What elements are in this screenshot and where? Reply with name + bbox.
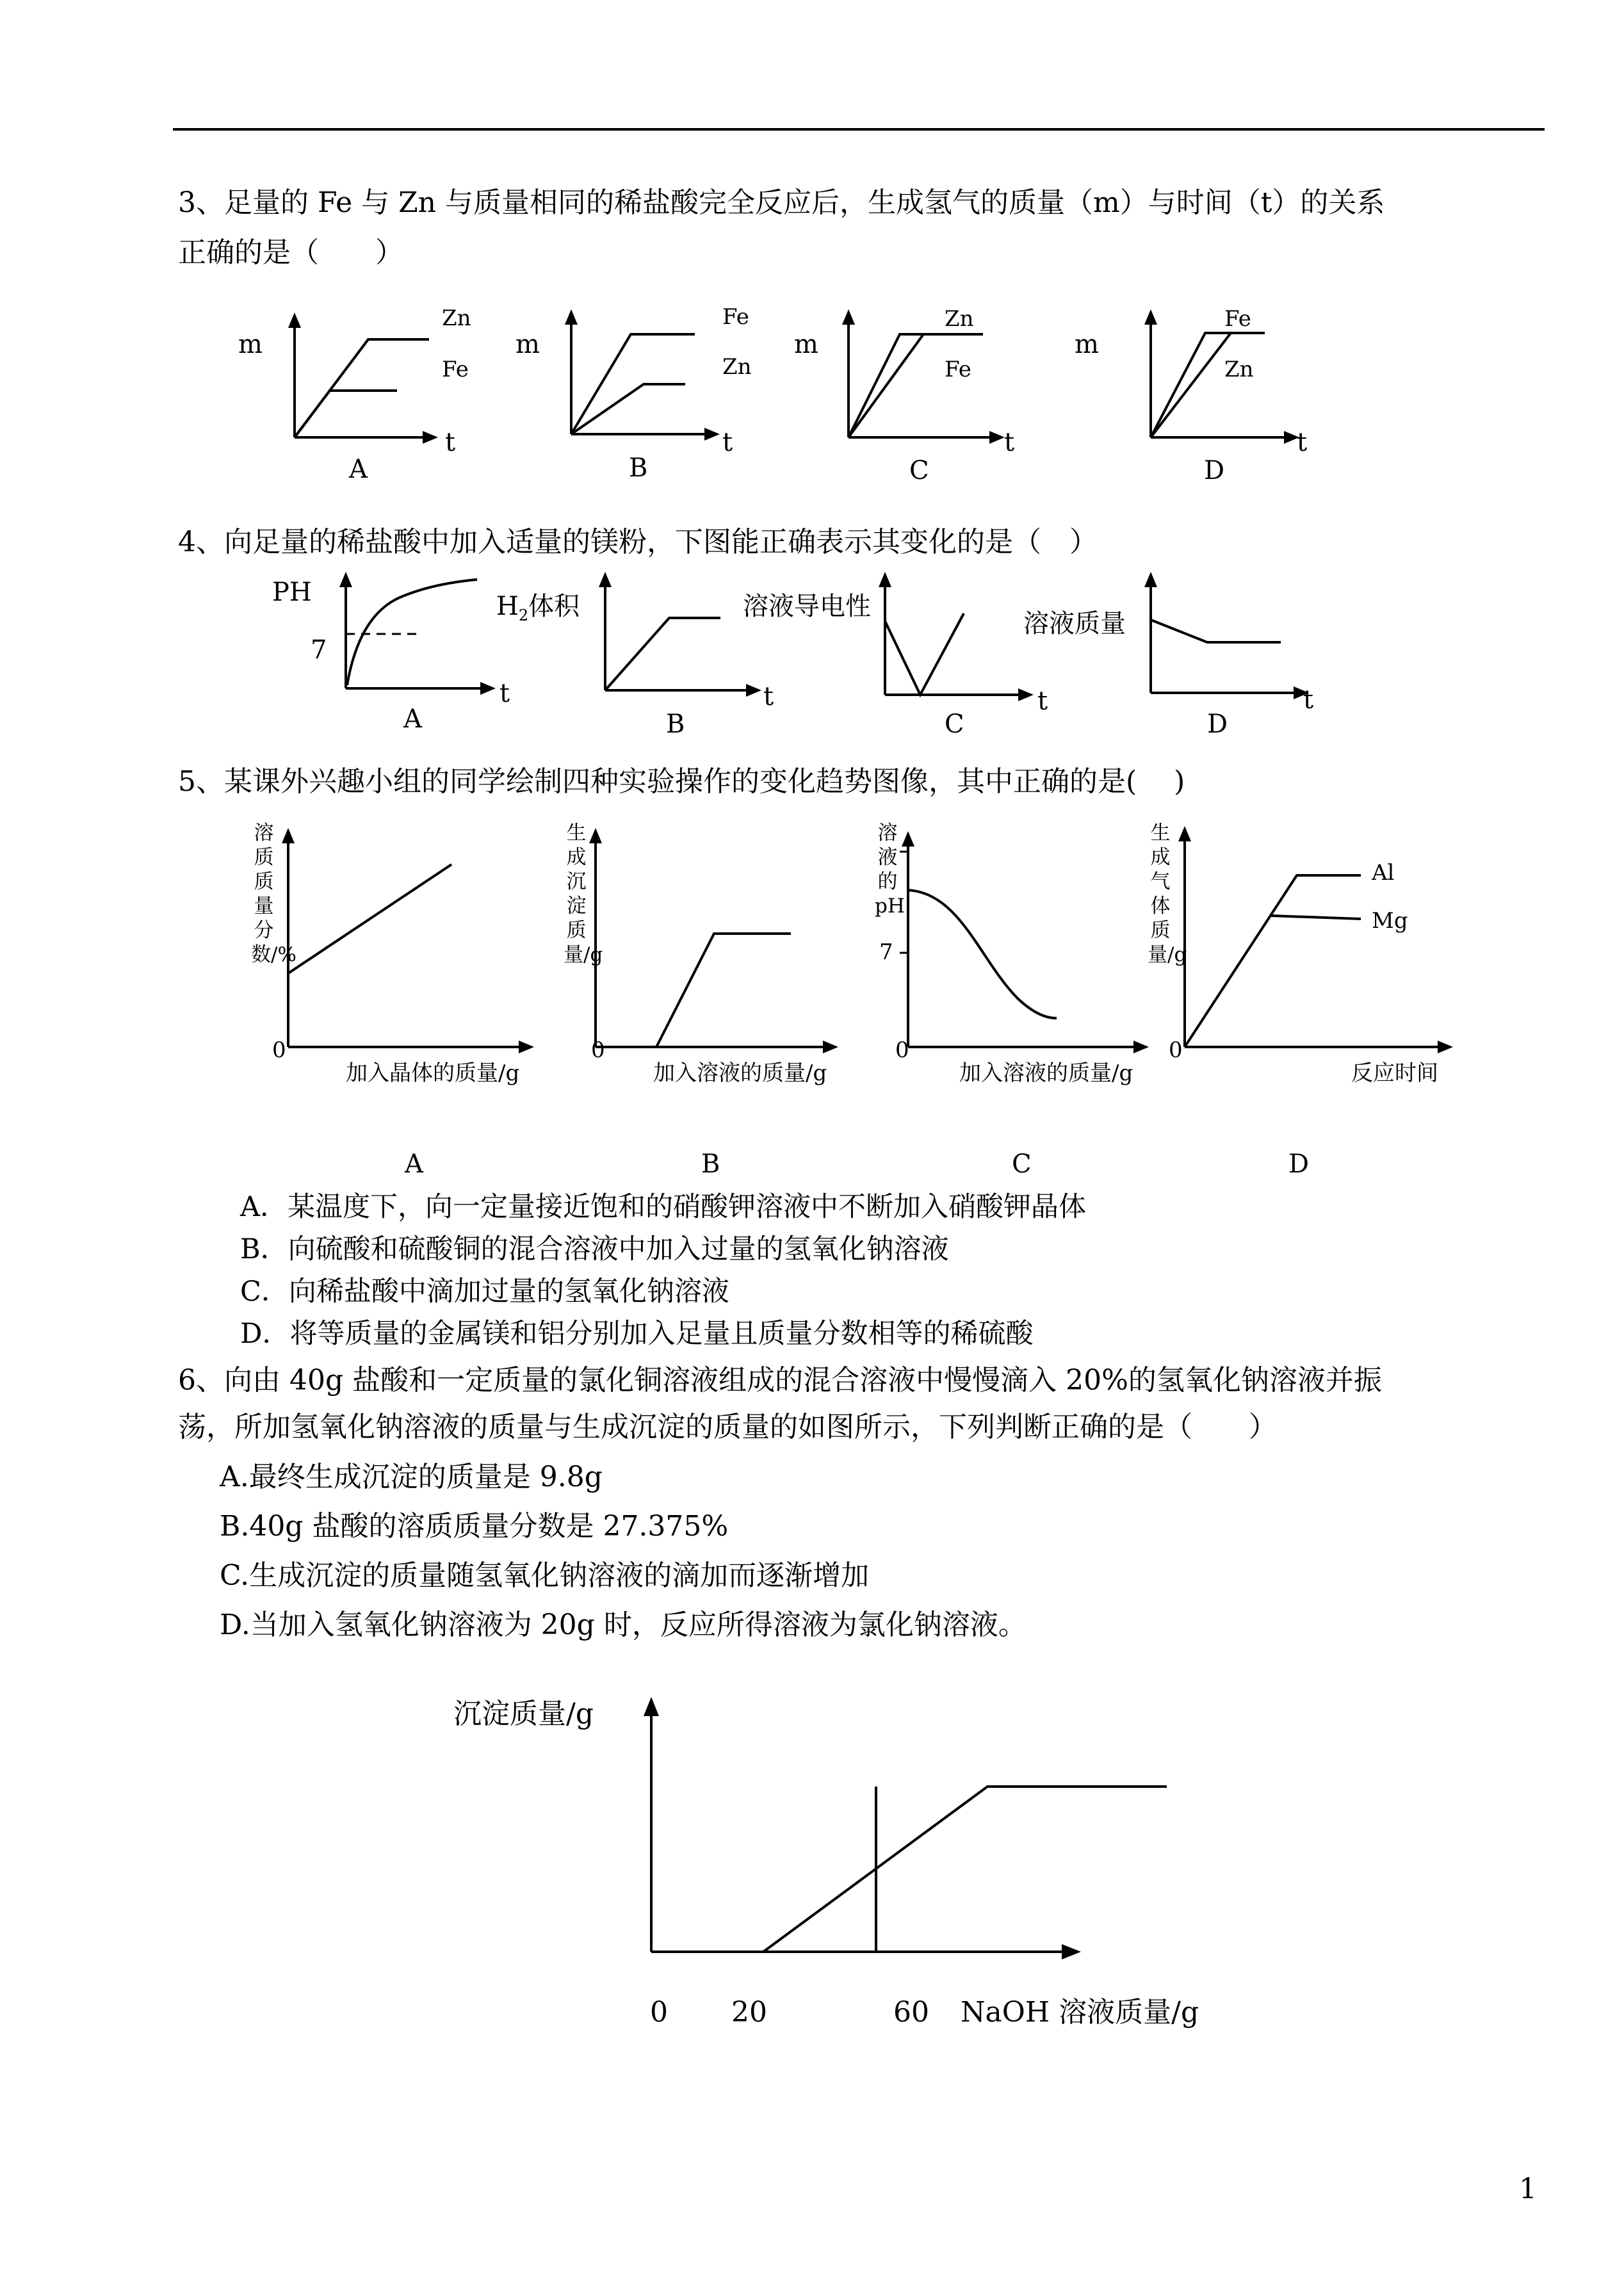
q5a-x-label: 加入晶体的质量/g [346, 1060, 520, 1086]
q5d-series-mg: Mg [1372, 908, 1408, 934]
q5d-origin: 0 [1169, 1037, 1183, 1063]
q4b-y-label-sub: 2 [518, 606, 529, 624]
q4a-x-label: t [499, 679, 510, 708]
q5b-y-label: 生成沉淀质量/g [564, 822, 603, 966]
q5d-y-label: 生成气体质量/g [1148, 822, 1187, 966]
q6-option-c: C.生成沉淀的质量随氢氧化钠溶液的滴加而逐渐增加 [220, 1559, 870, 1592]
q4b-letter: B [666, 710, 685, 739]
q4c-y-label: 溶液导电性 [743, 592, 871, 621]
q6-y-arrow [644, 1697, 659, 1716]
q3a-letter: A [349, 455, 368, 484]
q5-stem: 5、某课外兴趣小组的同学绘制四种实验操作的变化趋势图像，其中正确的是( ) [178, 765, 1185, 798]
q3c-letter: C [909, 456, 929, 485]
q6-x-arrow [1062, 1944, 1081, 1959]
q3a-y-label: m [238, 330, 263, 359]
q4d-x-label: t [1303, 685, 1314, 715]
q6-series-line [651, 1787, 1167, 1952]
q5c-tick-7: 7 [879, 939, 893, 965]
q3c-y-label: m [794, 330, 818, 359]
q5a-y-label: 溶质质量分数/% [251, 822, 296, 966]
q3b-top-series: Fe [722, 304, 749, 330]
q5d-x-label: 反应时间 [1351, 1060, 1438, 1086]
q3a-top-series: Zn [442, 305, 471, 331]
q3c-bottom-series: Fe [945, 357, 971, 382]
q3c-x-label: t [1004, 428, 1015, 457]
q6-x-label: NaOH 溶液质量/g [961, 1996, 1199, 2029]
q4c-letter: C [945, 710, 964, 739]
q4c-x-label: t [1037, 686, 1048, 716]
page-number: 1 [1519, 2173, 1537, 2205]
q4a-tick-7: 7 [311, 635, 327, 665]
q6-tick-0: 0 [650, 1996, 668, 2029]
q3-stem-line2: 正确的是（ ） [178, 236, 403, 269]
q4b-x-label: t [763, 682, 774, 711]
q6-stem-line1: 6、向由 40g 盐酸和一定质量的氯化铜溶液组成的混合溶液中慢慢滴入 20%的氢氧化钠溶液并振 [178, 1364, 1382, 1397]
q6-tick-20: 20 [731, 1996, 767, 2029]
q5b-origin: 0 [591, 1037, 605, 1063]
q4a-y-label: PH [272, 578, 312, 607]
q3-stem-line1: 3、足量的 Fe 与 Zn 与质量相同的稀盐酸完全反应后，生成氢气的质量（m）与时间（t）的关系 [178, 186, 1385, 219]
q4d-y-label: 溶液质量 [1023, 609, 1126, 638]
q4d-letter: D [1207, 710, 1228, 739]
q3d-bottom-series: Zn [1224, 357, 1254, 382]
q3d-top-series: Fe [1224, 306, 1251, 332]
q6-tick-60: 60 [893, 1996, 929, 2029]
q3b-bottom-series: Zn [722, 354, 752, 380]
q5c-letter: C [1012, 1149, 1032, 1179]
q3a-bottom-series: Fe [442, 357, 469, 382]
q5c-x-label: 加入溶液的质量/g [959, 1060, 1133, 1086]
q5c-y-label: 溶液的pH [875, 822, 905, 918]
q5a-letter: A [405, 1149, 423, 1179]
q6-option-a: A.最终生成沉淀的质量是 9.8g [220, 1461, 603, 1493]
q5b-letter: B [701, 1149, 720, 1179]
q5-option-d: D．将等质量的金属镁和铝分别加入足量且质量分数相等的稀硫酸 [240, 1318, 1034, 1350]
q4b-y-label-h: H [496, 592, 519, 621]
q5d-series-al: Al [1372, 860, 1395, 886]
q5c-origin: 0 [895, 1037, 909, 1063]
q6-option-b: B.40g 盐酸的溶质质量分数是 27.375% [220, 1510, 729, 1543]
q5d-letter: D [1288, 1149, 1310, 1179]
q6-stem-line2: 荡，所加氢氧化钠溶液的质量与生成沉淀的质量的如图所示，下列判断正确的是（ ） [178, 1411, 1277, 1443]
q4b-y-label-tail: 体积 [528, 592, 580, 621]
q4a-letter: A [403, 704, 422, 734]
q5a-origin: 0 [272, 1037, 286, 1063]
q3d-letter: D [1204, 456, 1225, 485]
q5-option-c: C．向稀盐酸中滴加过量的氢氧化钠溶液 [240, 1276, 729, 1308]
q6-option-d: D.当加入氢氧化钠溶液为 20g 时，反应所得溶液为氯化钠溶液。 [220, 1609, 1027, 1641]
q3b-x-label: t [722, 428, 733, 457]
q4-stem: 4、向足量的稀盐酸中加入适量的镁粉，下图能正确表示其变化的是（ ） [178, 526, 1098, 558]
q6-y-label: 沉淀质量/g [453, 1698, 594, 1730]
q3b-letter: B [629, 453, 648, 483]
q3a-x-label: t [445, 428, 456, 457]
q5-option-b: B．向硫酸和硫酸铜的混合溶液中加入过量的氢氧化钠溶液 [240, 1233, 949, 1265]
q5b-x-label: 加入溶液的质量/g [653, 1060, 827, 1086]
q3d-y-label: m [1075, 330, 1099, 359]
q3c-top-series: Zn [945, 306, 974, 332]
q3d-x-label: t [1297, 428, 1308, 457]
q5-option-a: A．某温度下，向一定量接近饱和的硝酸钾溶液中不断加入硝酸钾晶体 [240, 1191, 1087, 1223]
q3b-y-label: m [516, 330, 540, 359]
